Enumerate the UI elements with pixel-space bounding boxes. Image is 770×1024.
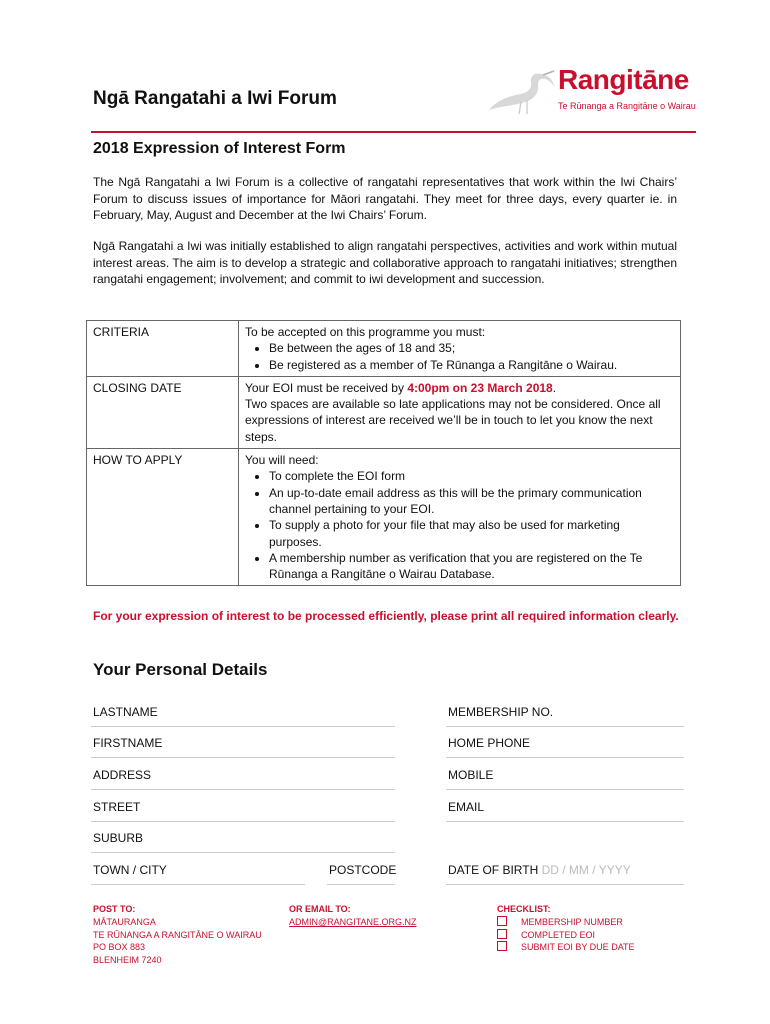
how-to-apply-label: HOW TO APPLY	[87, 449, 239, 586]
checklist-label: COMPLETED EOI	[521, 929, 596, 940]
list-item: • Be registered as a member of Te Rūnanga a Rangitāne o Wairau.	[269, 357, 674, 373]
checklist-heading: CHECKLIST:	[497, 904, 551, 914]
checklist-label: SUBMIT EOI BY DUE DATE	[521, 942, 635, 953]
email-input[interactable]	[446, 821, 684, 822]
forum-title: Ngā Rangatahi a Iwi Forum	[93, 88, 337, 109]
criteria-label: CRITERIA	[87, 321, 239, 377]
logo-name: Rangitāne	[558, 64, 689, 95]
lastname-label: LASTNAME	[93, 705, 158, 719]
checkbox[interactable]	[497, 941, 507, 951]
list-item: • An up-to-date email address as this will be the primary communication channel pertaining to your EOI.	[269, 485, 674, 518]
table-row	[87, 376, 681, 448]
post-line: BLENHEIM 7240	[93, 955, 162, 966]
mobile-input[interactable]	[446, 789, 684, 790]
criteria-content	[239, 321, 681, 377]
form-title: 2018 Expression of Interest Form	[93, 140, 346, 157]
list-item: • Be between the ages of 18 and 35;	[269, 340, 674, 356]
dob-input[interactable]	[446, 884, 684, 885]
list-item: • To supply a photo for your file that may also be used for marketing purposes.	[269, 517, 674, 550]
closing-date-label: CLOSING DATE	[87, 376, 239, 448]
checkbox[interactable]	[497, 929, 507, 939]
how-to-apply-content	[239, 449, 681, 586]
home-phone-input[interactable]	[446, 757, 684, 758]
criteria-table	[86, 320, 681, 586]
intro-paragraph-1: The Ngā Rangatahi a Iwi Forum is a collective of rangatahi representatives that work within the Iwi Chairs’ Forum to discuss issues of importance for Māori rangatahi. They meet for three days, every quarter ie. in February, May, August and December at the Iwi Chairs’ Forum.	[93, 175, 677, 222]
email-heading: OR EMAIL TO:	[289, 904, 351, 914]
suburb-input[interactable]	[91, 852, 395, 853]
checklist-label: MEMBERSHIP NUMBER	[521, 916, 623, 927]
deadline: 4:00pm on 23 March 2018	[407, 380, 553, 395]
street-input[interactable]	[91, 821, 395, 822]
table-row	[87, 449, 681, 586]
membership-label: MEMBERSHIP NO.	[448, 705, 554, 719]
header-divider	[91, 131, 696, 133]
firstname-input[interactable]	[91, 757, 395, 758]
post-line: TE RŪNANGA A RANGITĀNE O WAIRAU	[93, 929, 262, 940]
firstname-label: FIRSTNAME	[93, 736, 163, 750]
personal-details-title: Your Personal Details	[93, 660, 268, 679]
date-of-birth-field[interactable]	[448, 863, 631, 877]
checklist-item	[497, 929, 635, 942]
town-city-input[interactable]	[91, 884, 305, 885]
intro-paragraph-2: Ngā Rangatahi a Iwi was initially established to align rangatahi perspectives, activities and work within mutual interest areas. The aim is to develop a strategic and collaborative approach to rangatahi initiatives; strengthen rangatahi engagement; involvement; and commit to iwi development and succession.	[93, 239, 677, 286]
list-item: • To complete the EOI form	[269, 468, 674, 484]
dob-label: DATE OF BIRTH	[448, 863, 539, 877]
street-label: STREET	[93, 800, 141, 814]
closing-details: Two spaces are available so late applications may not be considered. Once all expressions of interest are received we’ll be in touch to let you know the next steps.	[245, 397, 661, 444]
postcode-label: POSTCODE	[329, 863, 397, 877]
checklist-block	[497, 903, 635, 954]
post-line: PO BOX 883	[93, 942, 146, 953]
email-label: EMAIL	[448, 800, 485, 814]
checkbox[interactable]	[497, 916, 507, 926]
post-to-block	[93, 903, 262, 967]
email-link[interactable]: ADMIN@RANGITANE.ORG.NZ	[289, 916, 417, 927]
apply-list	[245, 468, 674, 582]
post-heading: POST TO:	[93, 904, 136, 914]
apply-intro: You will need:	[245, 453, 319, 468]
postcode-input[interactable]	[327, 884, 395, 885]
checklist-item	[497, 941, 635, 954]
criteria-list	[245, 340, 674, 373]
mobile-label: MOBILE	[448, 768, 494, 782]
print-notice: For your expression of interest to be processed efficiently, please print all required information clearly.	[93, 609, 679, 623]
checklist-item	[497, 916, 635, 929]
town-city-label: TOWN / CITY	[93, 863, 167, 877]
closing-date-content	[239, 376, 681, 448]
closing-pre: Your EOI must be received by	[245, 380, 408, 395]
table-row	[87, 321, 681, 377]
post-line: MĀTAURANGA	[93, 916, 156, 927]
dob-placeholder: DD / MM / YYYY	[541, 863, 631, 877]
suburb-label: SUBURB	[93, 831, 144, 845]
email-block	[289, 903, 416, 929]
bird-logo-icon	[483, 66, 558, 116]
list-item: • A membership number as verification that you are registered on the Te Rūnanga a Rangitāne o Wairau Database.	[269, 550, 674, 583]
logo-subtitle: Te Rūnanga a Rangitāne o Wairau	[558, 101, 696, 111]
address-label: ADDRESS	[93, 768, 152, 782]
lastname-input[interactable]	[91, 726, 395, 727]
home-phone-label: HOME PHONE	[448, 736, 531, 750]
closing-post: .	[552, 380, 557, 395]
address-input[interactable]	[91, 789, 395, 790]
criteria-intro: To be accepted on this programme you must:	[245, 325, 486, 339]
membership-input[interactable]	[446, 726, 684, 727]
